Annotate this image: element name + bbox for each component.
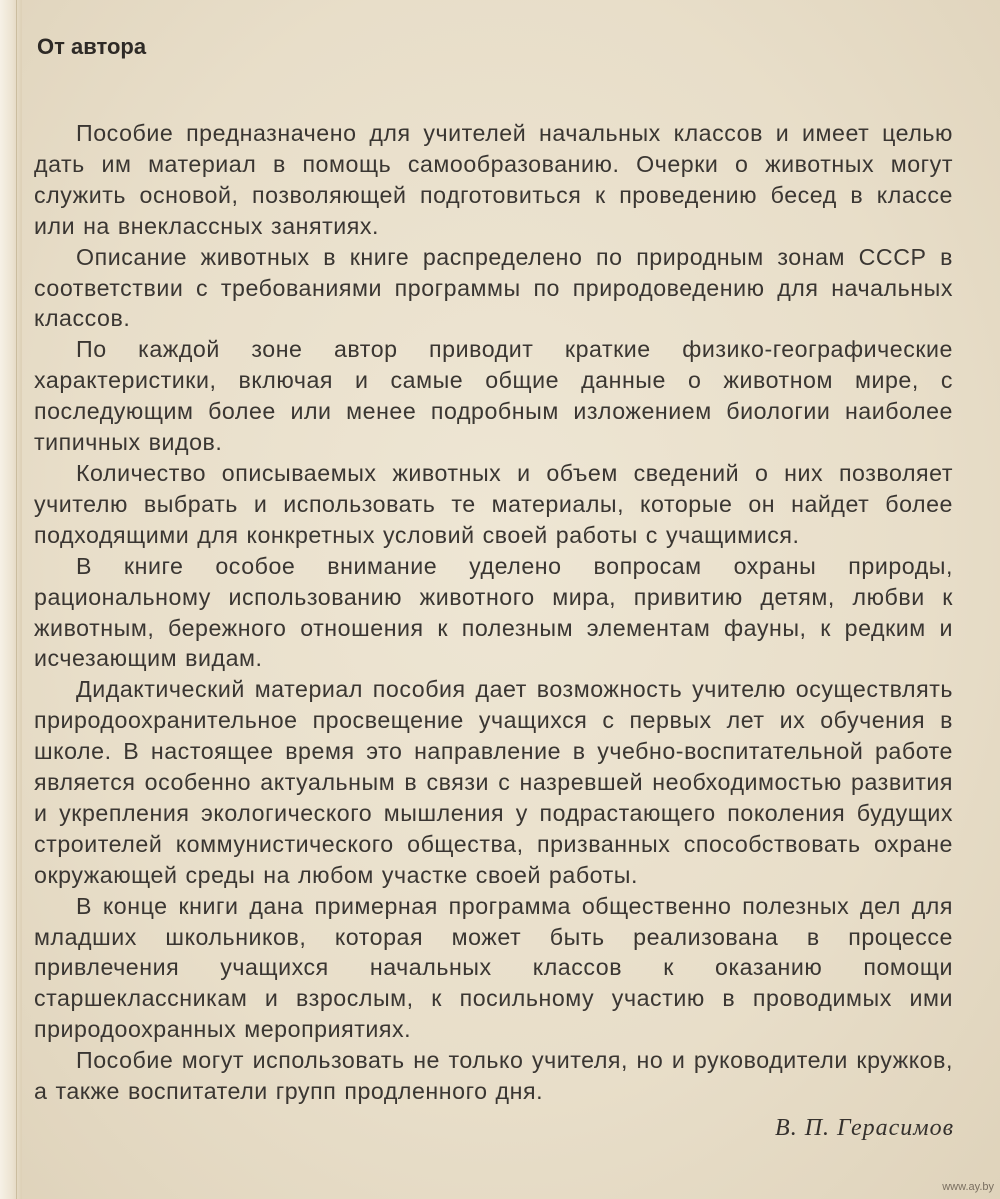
page-binding-edge <box>0 0 22 1199</box>
paragraph: Пособие предназначено для учителей начальных классов и имеет целью дать им материал в помощь самообразованию. Очерки о животных могут служить основой, позволяющей подготовиться к проведению бесед в классе или на внеклассных занятиях. <box>34 120 953 239</box>
author-signature: В. П. Герасимов <box>775 1115 954 1141</box>
page-fold-line <box>16 0 17 1199</box>
paragraph: Количество описываемых животных и объем сведений о них позволяет учителю выбрать и использовать те материалы, которые он найдет более подходящими для конкретных условий своей работы с учащимися. <box>34 459 953 548</box>
body-text <box>34 118 953 1107</box>
paragraph: По каждой зоне автор приводит краткие физико-географические характеристики, включая и самые общие данные о животном мире, с последующим более или менее подробным изложением биологии наиболее типичных видов. <box>34 336 953 456</box>
paragraph: Пособие могут использовать не только учителя, но и руководители кружков, а также воспитатели групп продленного дня. <box>34 1047 953 1105</box>
section-heading: От автора <box>37 34 147 59</box>
paragraph: В книге особое внимание уделено вопросам охраны природы, рациональному использованию животного мира, привитию детям, любви к животным, бережного отношения к полезным элементам фауны, к редким и исчезающим видам. <box>34 552 953 672</box>
site-watermark: www.ay.by <box>942 1181 994 1193</box>
paragraph: Дидактический материал пособия дает возможность учителю осуществлять природоохранительное просвещение учащихся с первых лет их обучения в школе. В настоящее время это направление в учебно-воспитательной работе является особенно актуальным в связи с назревшей необходимостью развития и укрепления экологического мышления у подрастающего поколения будущих строителей коммунистического общества, призванных способствовать охране окружающей среды на любом участке своей работы. <box>34 676 953 888</box>
paragraph: В конце книги дана примерная программа общественно полезных дел для младших школьников, которая может быть реализована в процессе привлечения учащихся начальных классов к оказанию помощи старшеклассникам и взрослым, к посильному участию в проводимых ими природоохранных мероприятиях. <box>34 892 953 1043</box>
paragraph: Описание животных в книге распределено по природным зонам СССР в соответствии с требованиями программы по природоведению для начальных классов. <box>34 243 953 332</box>
